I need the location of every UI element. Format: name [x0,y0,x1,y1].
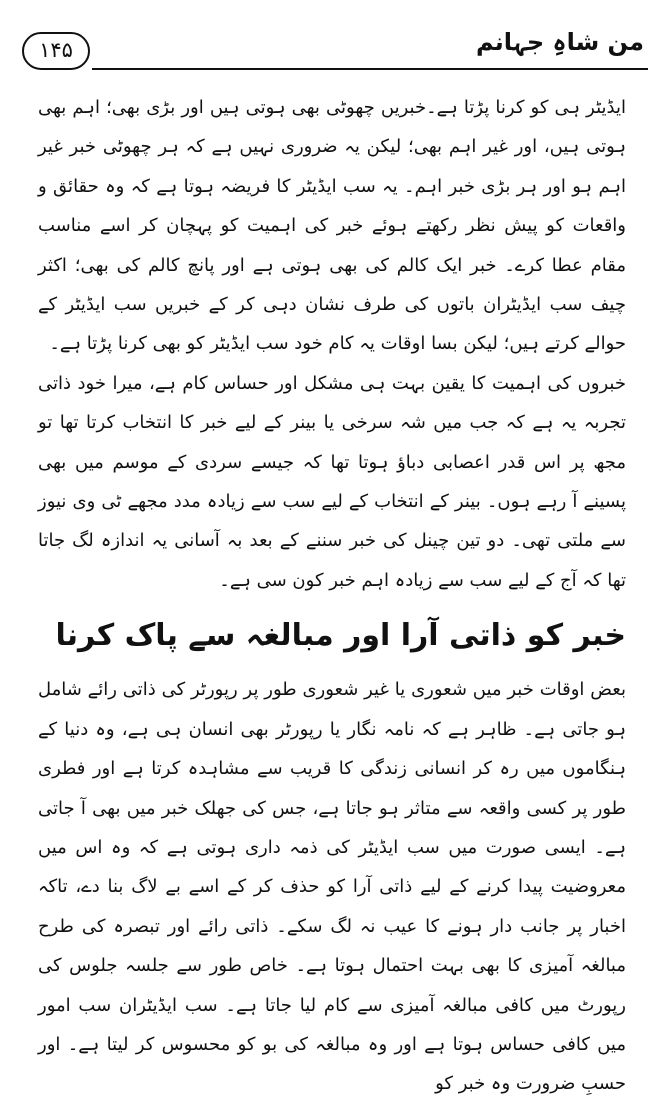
paragraph: ایڈیٹر ہی کو کرنا پڑتا ہے۔خبریں چھوٹی بھی ہوتی ہیں اور بڑی بھی؛ اہم بھی ہوتی ہیں، اور غیر اہم بھی؛ لیکن یہ ضروری نہیں ہے کہ ہر چھوٹی خبر غیر اہم ہو اور ہر بڑی خبر اہم۔ یہ سب ایڈیٹر کا فریضہ ہوتا ہے کہ وہ حقائق و واقعات کو پیش نظر رکھتے ہوئے خبر کی اہمیت کو پہچان کر اسے مناسب مقام عطا کرے۔ خبر ایک کالم کی بھی ہوتی ہے اور پانچ کالم کی بھی؛ اکثر چیف سب ایڈیٹران باتوں کی طرف نشان دہی کر کے خبریں سب ایڈیٹر کے حوالے کرتے ہیں؛ لیکن بسا اوقات یہ کام خود سب ایڈیٹر کو بھی کرنا پڑتا ہے۔ [38,97,626,355]
page-number: ۱۴۵ [22,32,90,70]
paragraph: بعض اوقات خبر میں شعوری یا غیر شعوری طور پر رپورٹر کی ذاتی رائے شامل ہو جاتی ہے۔ ظاہر ہے کہ نامہ نگار یا رپورٹر بھی انسان ہی ہے، وہ دنیا کے ہنگاموں میں رہ کر انسانی زندگی کا قریب سے مشاہدہ کرتا ہے اور فطری طور پر کسی واقعہ سے متاثر ہو جاتا ہے، جس کی جھلک خبر میں بھی آ جاتی ہے۔ ایسی صورت میں سب ایڈیٹر کی ذمہ داری ہوتی ہے کہ وہ اس میں معروضیت پیدا کرنے کے لیے ذاتی آرا کو حذف کر کے اسے بے لاگ بنا دے، تاکہ اخبار پر جانب دار ہونے کا عیب نہ لگ سکے۔ ذاتی رائے اور تبصرہ کی طرح مبالغہ آمیزی کا بھی بہت احتمال ہوتا ہے۔ خاص طور سے جلسہ جلوس کی رپورٹ میں کافی مبالغہ آمیزی سے کام لیا جاتا ہے۔ سب ایڈیٹران سب امور میں کافی حساس ہوتا ہے اور وہ مبالغہ کی بو کو محسوس کر لیتا ہے۔ اور حسبِ ضرورت وہ خبر کو [38,679,626,1095]
paragraph: خبروں کی اہمیت کا یقین بہت ہی مشکل اور حساس کام ہے، میرا خود ذاتی تجربہ یہ ہے کہ جب میں شہ سرخی یا بینر کے لیے خبر کا انتخاب کرتا تھا تو مجھ پر اس قدر اعصابی دباؤ ہوتا تھا کہ جیسے سردی کے موسم میں بھی پسینے آ رہے ہوں۔ بینر کے انتخاب کے لیے سب سے زیادہ مدد مجھے ٹی وی نیوز سے ملتی تھی۔ دو تین چینل کی خبر سننے کے بعد بہ آسانی یہ اندازہ لگ جاتا تھا کہ آج کے لیے سب سے زیادہ اہم خبر کون سی ہے۔ [38,372,626,591]
page-body [38,88,626,1104]
page-header [22,24,648,76]
running-title: من شاہِ جہانم [475,28,644,56]
section-heading: خبر کو ذاتی آرا اور مبالغہ سے پاک کرنا [55,618,626,654]
header-rule [92,68,648,70]
